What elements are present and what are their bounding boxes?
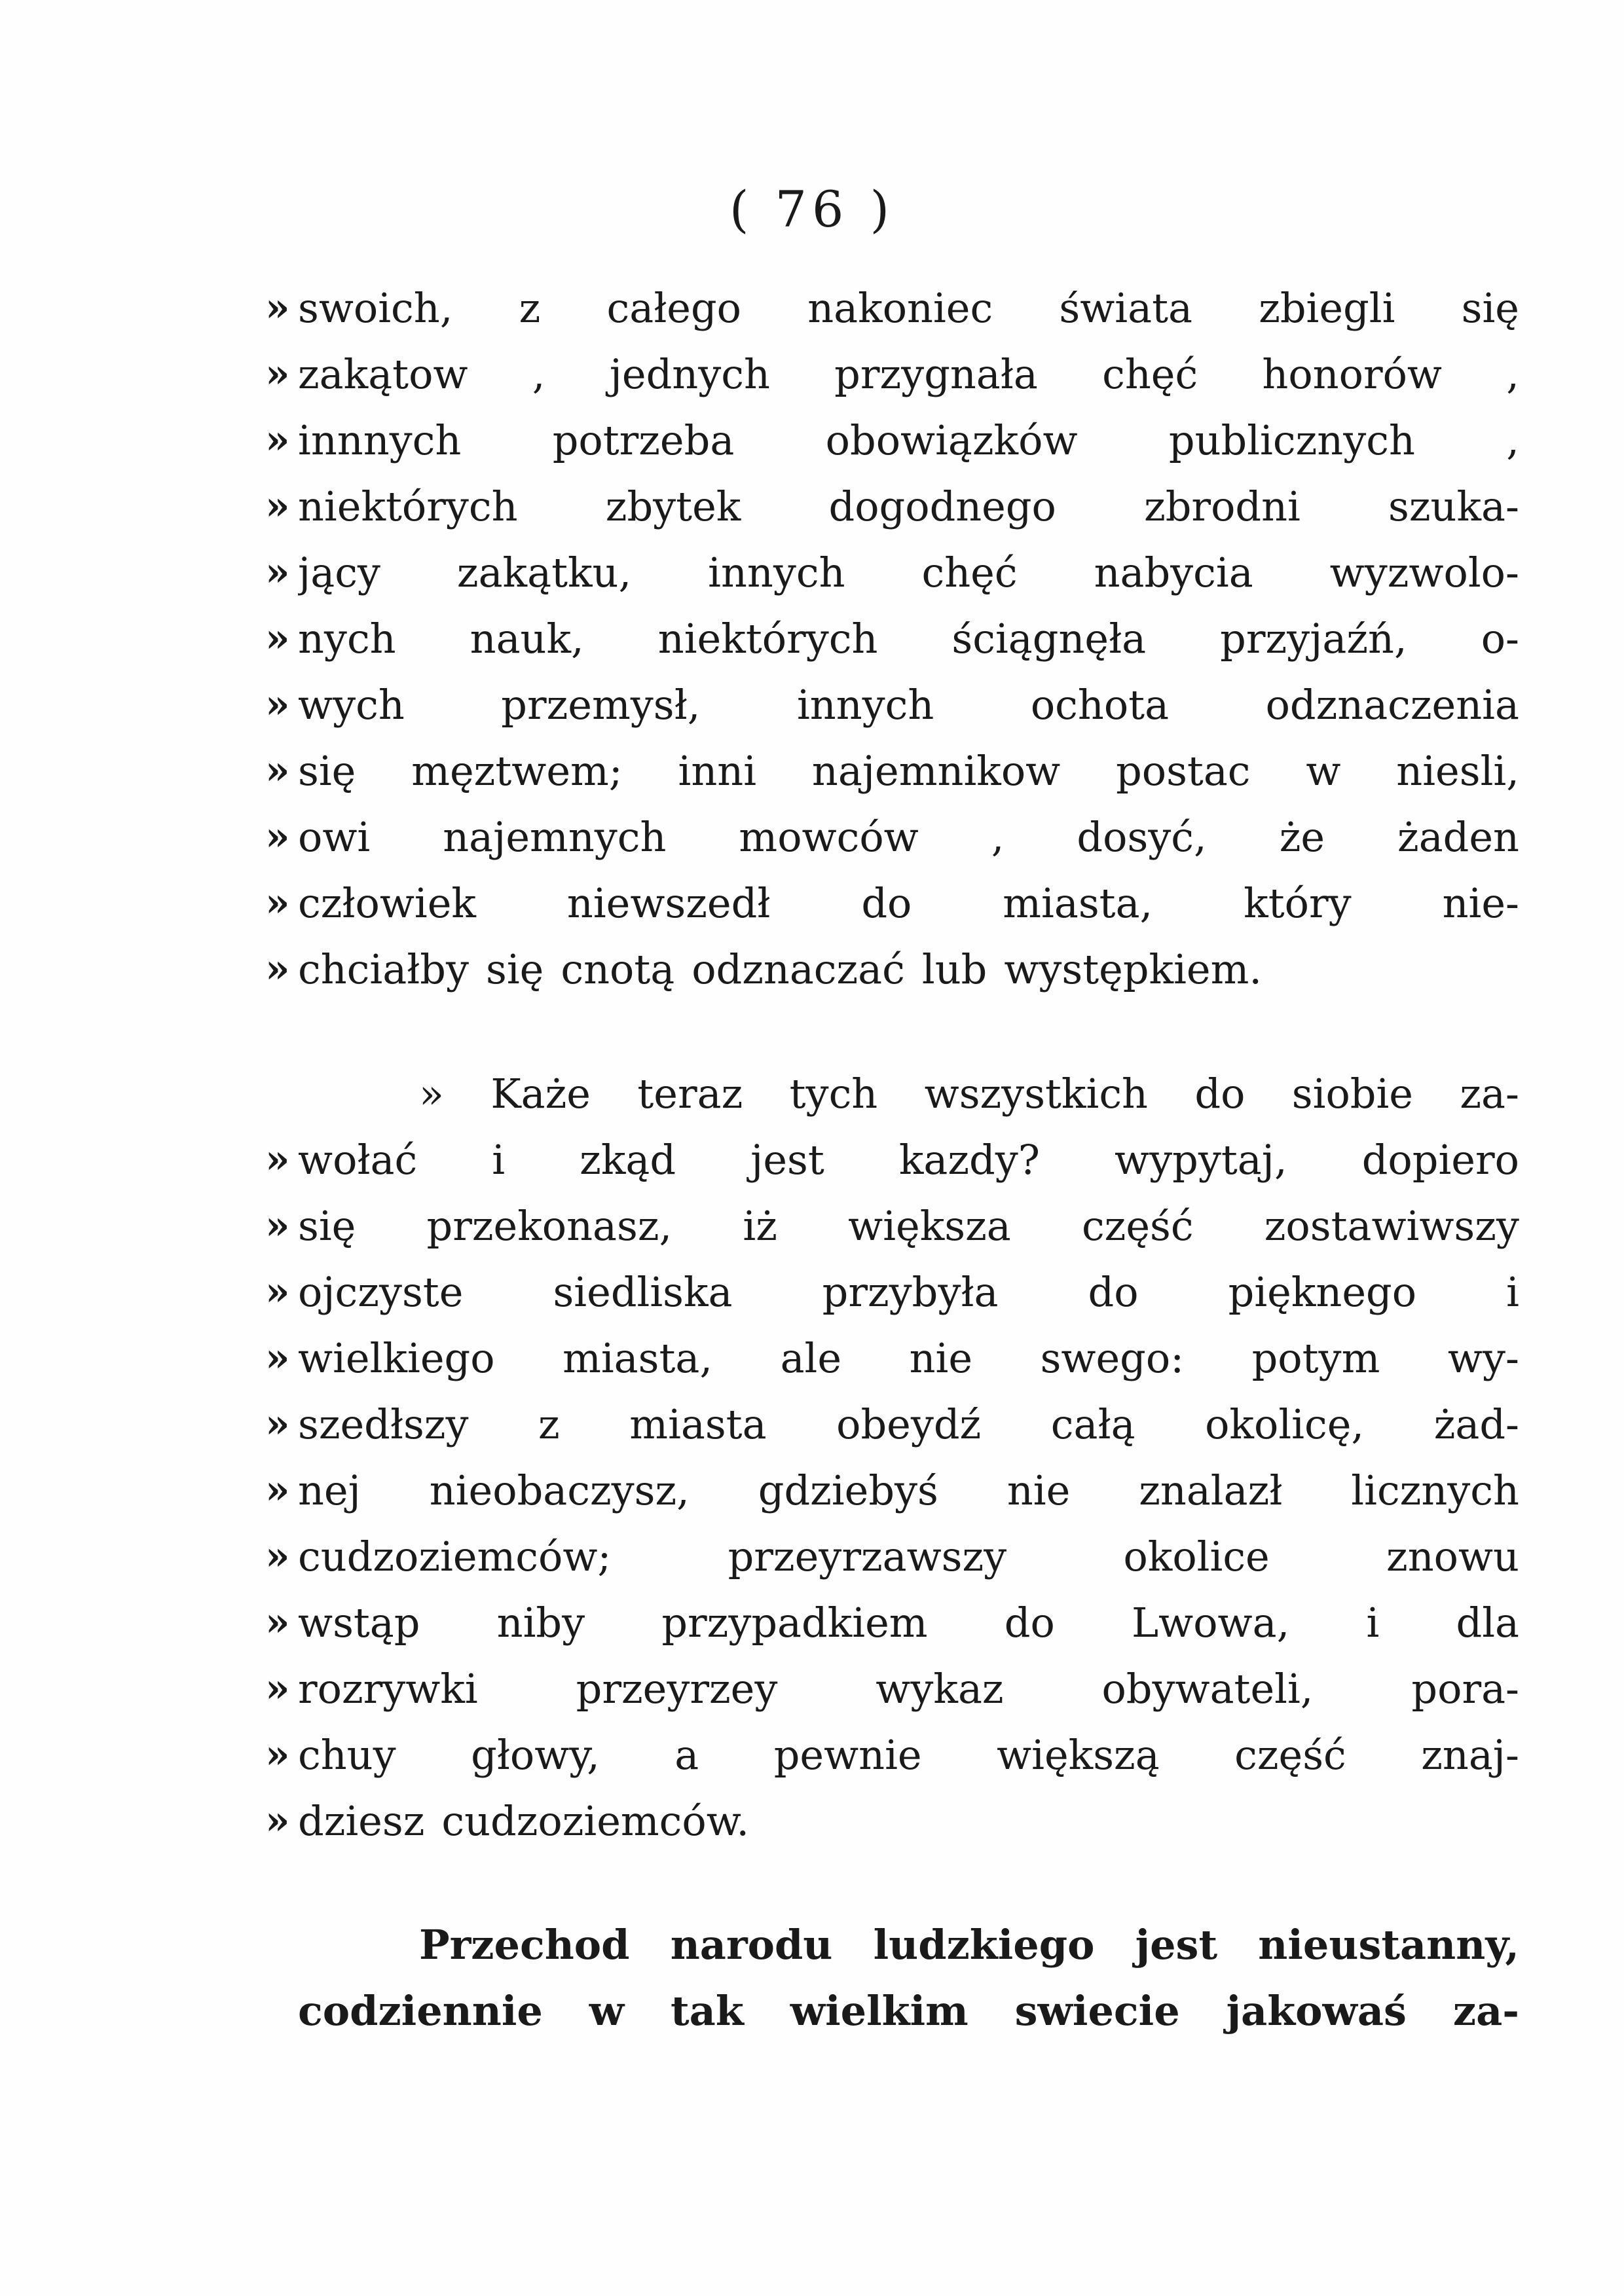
quote-marker: » (265, 1732, 290, 1777)
text-line (265, 1391, 1519, 1457)
text-line (265, 473, 1519, 539)
line-text: Przechod narodu ludzkiego jest nieustanny, (419, 1921, 1519, 1969)
quote-marker: » (265, 1401, 290, 1447)
quote-marker: » (265, 946, 290, 992)
line-text: » Każe teraz tych wszystkich do siobie za- (419, 1070, 1519, 1118)
quote-marker: » (265, 814, 290, 860)
line-text: dziesz cudzoziemców. (298, 1797, 750, 1845)
text-line (298, 1061, 1519, 1127)
text-line (265, 1722, 1519, 1788)
line-text: zakątow , jednych przygnała chęć honorów , (298, 350, 1519, 398)
text-line (298, 1912, 1519, 1978)
line-text: wołać i zkąd jest kazdy? wypytaj, dopiero (298, 1136, 1519, 1184)
text-line (265, 738, 1519, 804)
line-text: człowiek niewszedł do miasta, który nie- (298, 879, 1519, 927)
quote-marker: » (265, 1203, 290, 1248)
quote-marker: » (265, 1269, 290, 1315)
paragraph-1 (265, 275, 1519, 1002)
text-line (265, 1656, 1519, 1722)
quote-marker: » (265, 748, 290, 793)
text-line (265, 936, 1519, 1002)
text-line (265, 804, 1519, 870)
quote-marker: » (265, 285, 290, 331)
text-line (265, 1193, 1519, 1259)
line-text: się męztwem; inni najemnikow postac w niesli, (298, 747, 1519, 795)
line-text: nych nauk, niektórych ściągnęła przyjaźń, o- (298, 615, 1519, 663)
quote-marker: » (265, 1666, 290, 1711)
quote-marker: » (265, 549, 290, 595)
paragraph-2 (265, 1061, 1519, 1854)
quote-marker: » (265, 1599, 290, 1645)
text-line (265, 341, 1519, 407)
page-number: ( 76 ) (729, 180, 895, 238)
text-line (265, 606, 1519, 672)
text-line (265, 1457, 1519, 1523)
quote-marker: » (265, 1533, 290, 1579)
text-line (265, 275, 1519, 341)
paragraph-3 (298, 1912, 1519, 2044)
line-text: owi najemnych mowców , dosyć, że żaden (298, 813, 1519, 861)
line-text: ojczyste siedliska przybyła do pięknego i (298, 1268, 1519, 1316)
line-text: wielkiego miasta, ale nie swego: potym wy- (298, 1334, 1519, 1382)
text-line (265, 870, 1519, 936)
line-text: chciałby się cnotą odznaczać lub występkiem. (298, 945, 1263, 993)
text-line (265, 539, 1519, 606)
quote-marker: » (265, 880, 290, 926)
line-text: się przekonasz, iż większa część zostawiwszy (298, 1202, 1519, 1250)
quote-marker: » (265, 351, 290, 397)
line-text: cudzoziemców; przeyrzawszy okolice znowu (298, 1533, 1519, 1580)
text-line (265, 407, 1519, 473)
line-text: codziennie w tak wielkim swiecie jakowaś za- (298, 1987, 1519, 2035)
text-line (265, 1788, 1519, 1854)
line-text: wych przemysł, innych ochota odznaczenia (298, 681, 1519, 729)
text-line (298, 1978, 1519, 2044)
line-text: rozrywki przeyrzey wykaz obywateli, pora- (298, 1665, 1519, 1713)
quote-marker: » (265, 1467, 290, 1513)
text-line (265, 1259, 1519, 1325)
line-text: chuy głowy, a pewnie większą część znaj- (298, 1731, 1519, 1779)
quote-marker: » (265, 1798, 290, 1844)
line-text: swoich, z całego nakoniec świata zbiegli się (298, 284, 1519, 332)
quote-marker: » (265, 682, 290, 727)
quote-marker: » (265, 417, 290, 463)
line-text: wstąp niby przypadkiem do Lwowa, i dla (298, 1599, 1519, 1647)
line-text: niektórych zbytek dogodnego zbrodni szuka- (298, 483, 1519, 530)
quote-marker: » (265, 615, 290, 661)
text-line (265, 1523, 1519, 1590)
line-text: szedłszy z miasta obeydź całą okolicę, żad- (298, 1400, 1519, 1448)
text-line (265, 672, 1519, 738)
text-line (265, 1325, 1519, 1391)
line-text: nej nieobaczysz, gdziebyś nie znalazł licznych (298, 1467, 1519, 1514)
text-line (265, 1127, 1519, 1193)
line-text: innnych potrzeba obowiązków publicznych , (298, 416, 1519, 464)
quote-marker: » (265, 483, 290, 529)
quote-marker: » (265, 1335, 290, 1381)
quote-marker: » (265, 1137, 290, 1182)
line-text: jący zakątku, innych chęć nabycia wyzwolo- (298, 549, 1519, 596)
text-line (265, 1590, 1519, 1656)
